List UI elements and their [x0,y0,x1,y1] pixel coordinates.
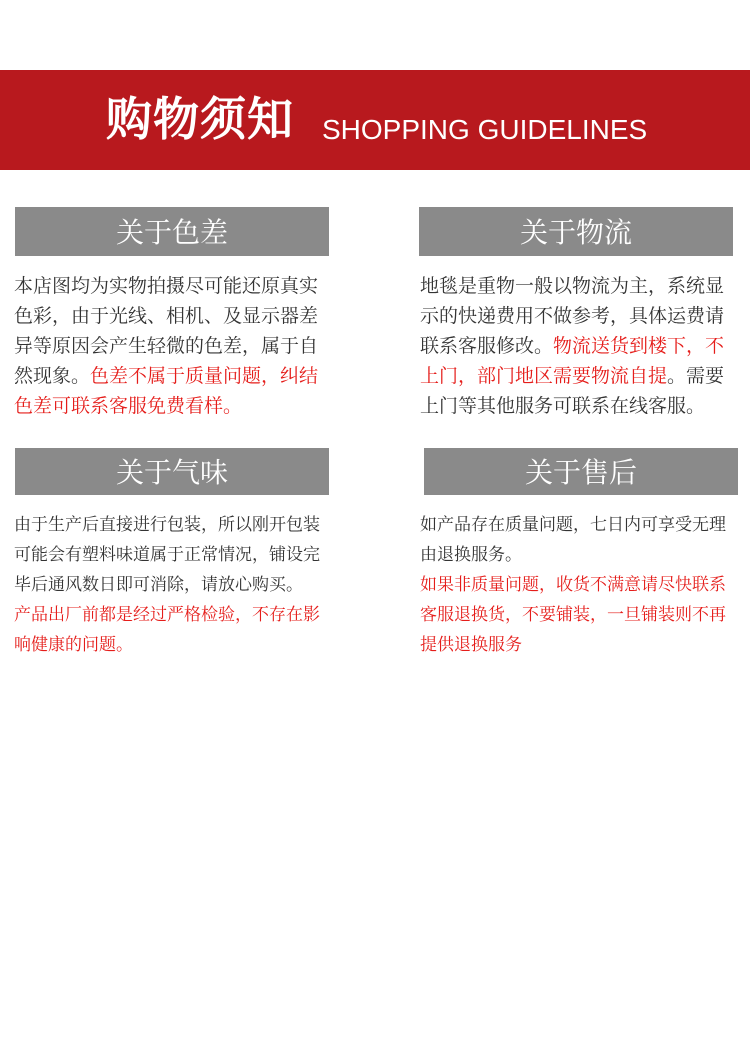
text-line [420,331,724,361]
section-title: 关于色差 [115,216,228,249]
text-line [420,301,724,331]
body-text: 由退换服务。 [420,545,522,565]
highlight-text: 提供退换服务 [420,635,522,655]
text-line [420,510,726,540]
body-text: 毕后通风数日即可消除，请放心购买。 [14,575,303,595]
highlight-text: 上门，部门地区需要物流自提 [420,365,668,387]
section-body-after-sale [420,510,726,660]
section-header-color-diff [15,207,329,256]
text-line [420,271,724,301]
highlight-text: 物流送货到楼下，不 [553,335,725,357]
body-text: 色彩，由于光线、相机、及显示器差 [14,305,319,327]
text-line [420,391,724,421]
text-line [14,361,318,391]
body-text: 地毯是重物一般以物流为主，系统显 [420,275,725,297]
text-line [14,630,320,660]
highlight-text: 响健康的问题。 [14,635,133,655]
section-body-color-diff [14,271,318,421]
text-line [14,510,320,540]
highlight-text: 色差不属于质量问题，纠结 [90,365,319,387]
highlight-text: 如果非质量问题，收货不满意请尽快联系 [420,575,726,595]
banner-title-en: SHOPPING GUIDELINES [322,114,648,145]
body-text: 然现象。 [14,365,91,387]
text-line [14,540,320,570]
body-text: 由于生产后直接进行包装，所以刚开包装 [14,515,320,535]
section-title: 关于气味 [115,456,228,489]
section-header-smell [15,448,329,495]
text-line [420,361,724,391]
highlight-text: 客服退换货，不要铺装，一旦铺装则不再 [420,605,726,625]
text-line [14,271,318,301]
section-body-logistics [420,271,724,421]
section-title: 关于物流 [519,216,632,249]
text-line [14,391,318,421]
text-line [14,570,320,600]
body-text: 上门等其他服务可联系在线客服。 [420,395,706,417]
section-body-smell [14,510,320,660]
section-header-after-sale [424,448,738,495]
banner-title-cn: 购物须知 [106,92,294,146]
text-line [420,600,726,630]
text-line [14,331,318,361]
text-line [420,630,726,660]
body-text: 示的快递费用不做参考，具体运费请 [420,305,725,327]
highlight-text: 色差可联系客服免费看样。 [14,395,243,417]
body-text: 本店图均为实物拍摄尽可能还原真实 [14,275,319,297]
body-text: 联系客服修改。 [420,335,554,357]
body-text: 可能会有塑料味道属于正常情况，铺设完 [14,545,320,565]
highlight-text: 产品出厂前都是经过严格检验，不存在影 [14,605,320,625]
body-text: 。需要 [667,365,725,387]
text-line [420,540,726,570]
body-text: 如产品存在质量问题，七日内可享受无理 [420,515,726,535]
text-line [420,570,726,600]
section-title: 关于售后 [524,456,637,489]
body-text: 异等原因会产生轻微的色差，属于自 [14,335,319,357]
text-line [14,600,320,630]
text-line [14,301,318,331]
section-header-logistics [419,207,733,256]
